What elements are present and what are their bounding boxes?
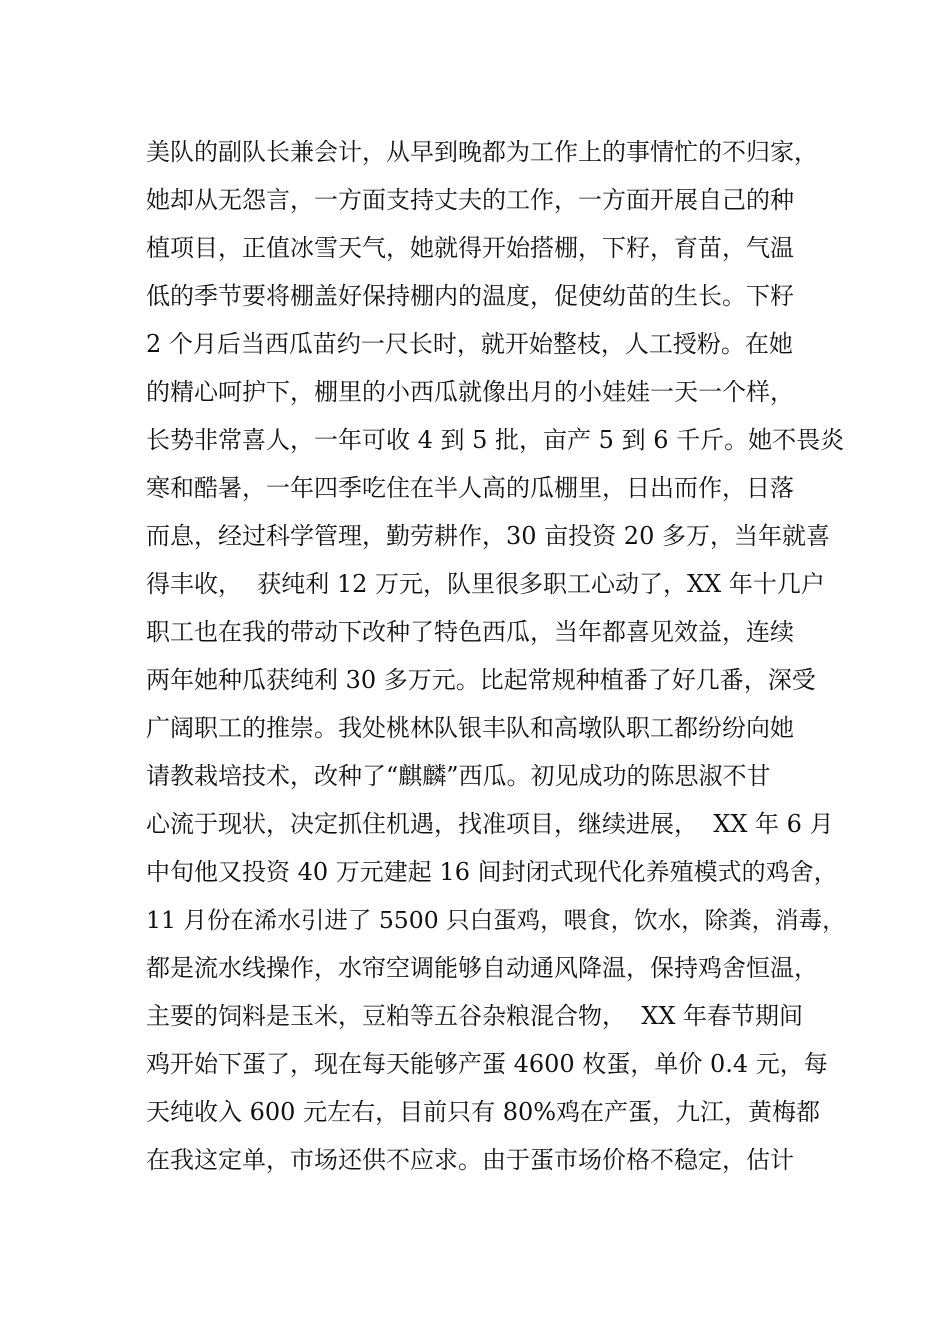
text-line: 植项目，正值冰雪天气，她就得开始搭棚，下籽，育苗，气温 [146,234,794,262]
text-line: 在我这定单，市场还供不应求。由于蛋市场价格不稳定，估计 [146,1146,794,1174]
text-line: 中旬他又投资 40 万元建起 16 间封闭式现代化养殖模式的鸡舍， [146,858,838,886]
text-line: 11 月份在浠水引进了 5500 只白蛋鸡，喂食，饮水，除粪，消毒， [146,906,846,934]
text-line: 而息，经过科学管理，勤劳耕作，30 亩投资 20 多万，当年就喜 [146,522,830,550]
body-paragraph [146,128,846,1184]
text-line: 都是流水线操作，水帘空调能够自动通风降温，保持鸡舍恒温， [146,954,818,982]
text-line: 2 个月后当西瓜苗约一尺长时，就开始整枝，人工授粉。在她 [146,330,793,358]
text-line: 天纯收入 600 元左右，目前只有 80%鸡在产蛋，九江，黄梅都 [146,1098,821,1126]
text-line: 寒和酷暑，一年四季吃住在半人高的瓜棚里，日出而作，日落 [146,474,794,502]
text-line: 得丰收， 获纯利 12 万元，队里很多职工心动了，XX 年十几户 [146,570,825,598]
text-line: 心流于现状，决定抓住机遇，找准项目，继续进展， XX 年 6 月 [146,810,834,838]
text-line: 鸡开始下蛋了，现在每天能够产蛋 4600 枚蛋，单价 0.4 元，每 [146,1050,828,1078]
text-line: 的精心呵护下，棚里的小西瓜就像出月的小娃娃一天一个样， [146,378,794,406]
text-line: 她却从无怨言，一方面支持丈夫的工作，一方面开展自己的种 [146,186,794,214]
text-line: 请教栽培技术，改种了“麒麟”西瓜。初见成功的陈思淑不甘 [146,762,771,790]
text-line: 长势非常喜人，一年可收 4 到 5 批，亩产 5 到 6 千斤。她不畏炎 [146,426,845,454]
text-line: 职工也在我的带动下改种了特色西瓜，当年都喜见效益，连续 [146,618,794,646]
text-line: 广阔职工的推崇。我处桃林队银丰队和高墩队职工都纷纷向她 [146,714,794,742]
text-line: 主要的饲料是玉米，豆粕等五谷杂粮混合物， XX 年春节期间 [146,1002,804,1030]
text-line: 低的季节要将棚盖好保持棚内的温度，促使幼苗的生长。下籽 [146,282,794,310]
text-line: 两年她种瓜获纯利 30 多万元。比起常规种植番了好几番，深受 [146,666,816,694]
text-line: 美队的副队长兼会计，从早到晚都为工作上的事情忙的不归家， [146,138,818,166]
